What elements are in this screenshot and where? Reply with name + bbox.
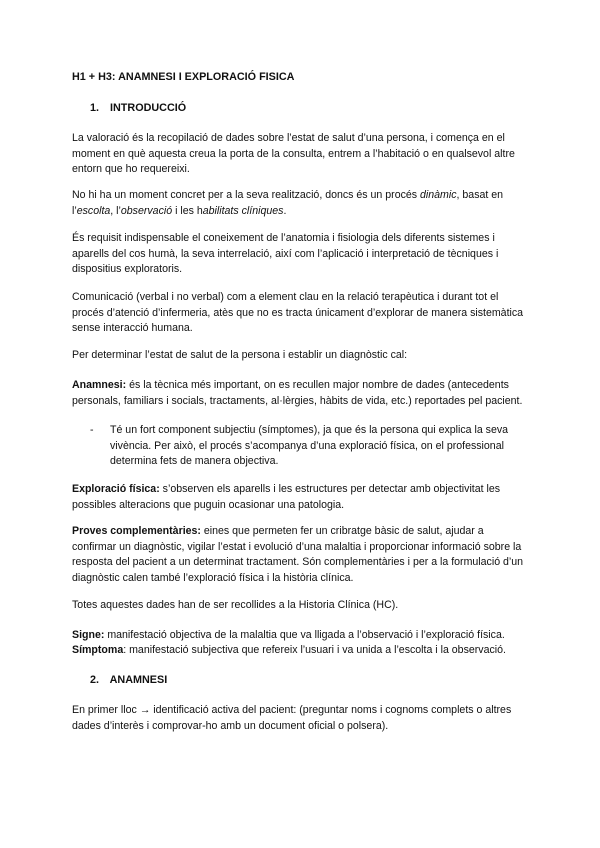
paragraph-moment: [72, 188, 528, 219]
section-heading-anamnesi: [90, 673, 167, 689]
bullet-item-subjectiu: [90, 423, 530, 470]
paragraph-comunicacio: Comunicació (verbal i no verbal) com a element clau en la relació terapèutica i durant tot el procés d’atenció d’infermeria, atès que no es tracta únicament d’explorar de manera sistemàtica sense interacció humana.: [72, 291, 524, 334]
bullet-dash: -: [90, 424, 94, 436]
term-anamnesi: Anamnesi:: [72, 379, 127, 391]
paragraph-simptoma: [72, 643, 528, 659]
italic-habilitats: abilitats clíniques: [202, 204, 284, 217]
italic-dinamic: dinàmic: [420, 189, 457, 201]
paragraph-exploracio: [72, 482, 528, 513]
paragraph-anamnesi: [72, 378, 528, 409]
section-number: 1.: [90, 102, 100, 114]
text-span: No hi ha un moment concret per a la seva realització, doncs és un procés: [72, 189, 421, 201]
paragraph-signe: [72, 628, 528, 644]
italic-escolta: escolta: [76, 204, 111, 217]
text-span: .: [283, 204, 287, 217]
definition-simptoma: : manifestació subjectiva que refereix l’usuari i va unida a l’escolta i la observació.: [123, 644, 506, 656]
term-proves: Proves complementàries:: [72, 525, 201, 537]
paragraph-historia-clinica: Totes aquestes dades han de ser recollides a la Historia Clínica (HC).: [72, 599, 399, 611]
section-title: INTRODUCCIÓ: [110, 102, 187, 114]
text-span: , basat en l’: [72, 189, 504, 217]
paragraph-determinar: Per determinar l’estat de salut de la persona i establir un diagnòstic cal:: [72, 349, 408, 361]
term-simptoma: Símptoma: [72, 644, 124, 656]
bullet-text: Té un fort component subjectiu (símptomes), ja que és la persona qui explica la seva vivència. Per això, el procés s’acompanya d’una exploració física, on el professional determina fets de manera objectiva.: [110, 424, 509, 467]
definition-exploracio: s’observen els aparells i les estructures per detectar amb objectivitat les possibles alteracions que puguin ocasionar una patologia.: [72, 483, 501, 511]
paragraph-identificacio: En primer lloc → identificació activa del pacient: (preguntar noms i cognoms complets o altres dades d’interès i comprovar-ho amb un document oficial o polsera).: [72, 704, 512, 732]
section-heading-introduccio: [90, 101, 186, 117]
text-span: , l’: [110, 204, 121, 217]
term-signe: Signe:: [72, 629, 105, 641]
italic-observacio: observació: [120, 204, 173, 217]
paragraph-proves: [72, 524, 528, 586]
definition-signe: manifestació objectiva de la malaltia que va lligada a l’observació i l’exploració física.: [104, 629, 505, 641]
section-number: 2.: [90, 674, 100, 686]
term-exploracio: Exploració física:: [72, 483, 160, 495]
document-title: H1 + H3: ANAMNESI I EXPLORACIÓ FISICA: [72, 71, 295, 83]
section-title: ANAMNESI: [109, 674, 168, 686]
paragraph-requisit: És requisit indispensable el coneixement de l’anatomia i fisiologia dels diferents sistemes i aparells del cos humà, la seva interrelació, així com l’aplicació i interpretació de tècniques i dispositius exploratoris.: [72, 232, 499, 275]
definition-anamnesi: és la tècnica més important, on es recullen major nombre de dades (antecedents personals, familiars i socials, tractaments, al·lèrgies, hàbits de vida, etc.) reportades pel pacient.: [72, 379, 523, 407]
definition-proves: eines que permeten fer un cribratge bàsic de salut, ajudar a confirmar un diagnòstic, vigilar l’estat i evolució d’una malaltia i proporcionar informació sobre la resposta del pacient a un determinat tractament. Són complementàries i per a la formulació d’un diagnòstic calen també l’exploració física i la història clínica.: [72, 525, 524, 584]
text-span: i les h: [172, 204, 203, 217]
paragraph-valoracio: La valoració és la recopilació de dades sobre l’estat de salut d’una persona, i comença en el moment en què aquesta creua la porta de la consulta, entrem a l’habitació o en qualsevol altre entorn que ho requereixi.: [72, 132, 515, 175]
